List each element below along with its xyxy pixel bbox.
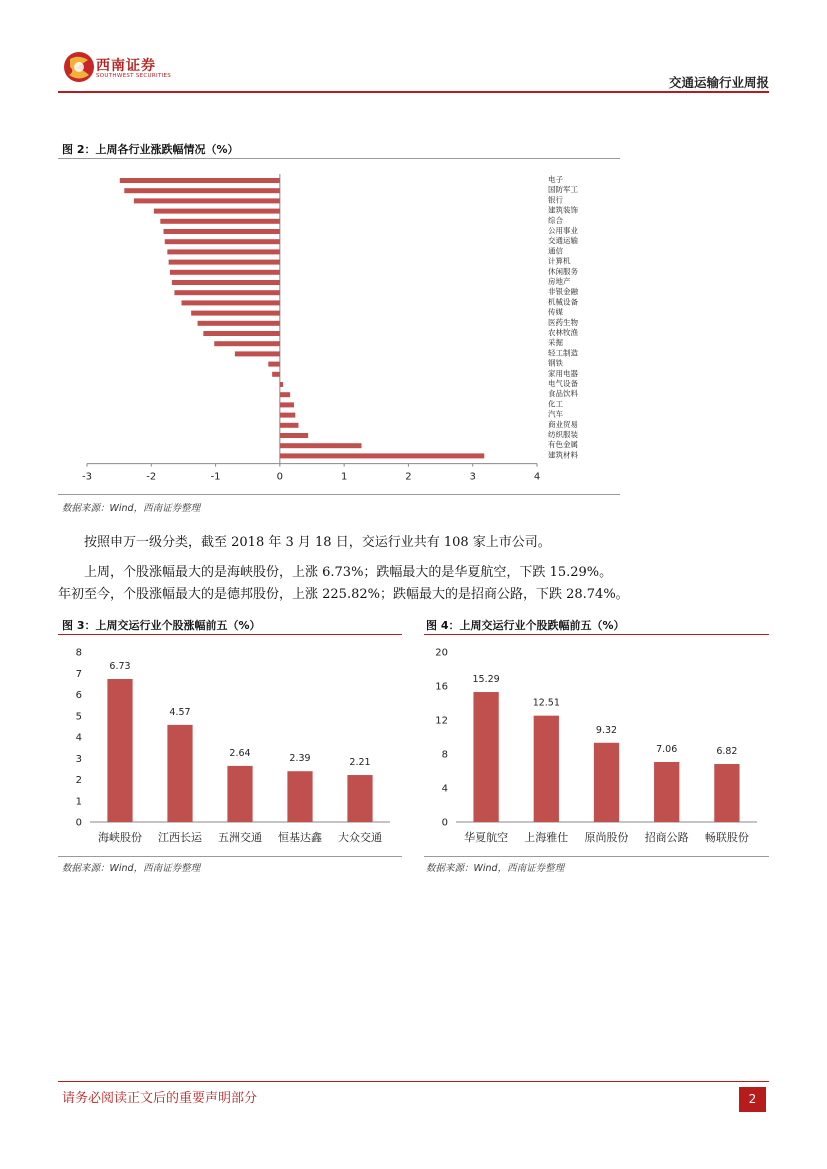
figure3-y-tick-label: 6	[75, 690, 82, 701]
paragraph-2: 上周，个股涨幅最大的是海峡股份，上涨 6.73%；跌幅最大的是华夏航空，下跌 15.29%。	[84, 565, 613, 580]
figure4-category-label: 上海雅仕	[524, 831, 569, 844]
figure2-category-label: 综合	[548, 215, 563, 225]
figure3-y-tick-label: 4	[75, 732, 82, 744]
figure2-bar	[167, 249, 280, 254]
figure2-category-label: 农林牧渔	[548, 328, 578, 337]
figure4-value-label: 7.06	[656, 743, 678, 755]
figure2-bar	[191, 311, 280, 316]
figure2-bar	[174, 290, 279, 295]
figure2-bar	[280, 443, 362, 448]
paragraph-3: 年初至今，个股涨幅最大的是德邦股份，上涨 225.82%；跌幅最大的是招商公路，下跌 28.74%。	[58, 587, 629, 602]
figure2-category-label: 计算机	[548, 256, 571, 266]
figure2-category-label: 建筑材料	[548, 450, 578, 460]
figure2-category-label: 医药生物	[548, 317, 578, 327]
figure3-category-label: 江西长运	[158, 831, 202, 844]
figure2-bar	[280, 402, 294, 407]
figure3-bar	[167, 725, 192, 822]
footer-divider	[58, 1081, 769, 1082]
figure4-y-tick-label: 8	[441, 749, 448, 761]
figure3-bar	[107, 679, 132, 822]
figure3-category-label: 大众交通	[338, 831, 382, 844]
figure2-category-label: 传媒	[548, 307, 563, 317]
logo-english-text: SOUTHWEST SECURITIES	[96, 73, 172, 79]
figure2-x-tick-label: 1	[340, 471, 348, 483]
figure4-bottom-rule	[424, 856, 769, 857]
figure4-category-label: 原尚股份	[584, 831, 629, 844]
figure2-category-label: 通信	[548, 246, 563, 256]
figure2-bar	[235, 351, 280, 356]
figure2-bar	[203, 331, 280, 336]
figure2-category-label: 有色金属	[548, 440, 578, 450]
figure2-bar	[164, 229, 280, 234]
figure4-category-label: 畅联股份	[704, 831, 749, 844]
figure3-top-rule	[58, 634, 402, 635]
figure2-bar	[280, 453, 484, 458]
figure2-bar	[120, 178, 280, 183]
figure2-bar	[272, 372, 280, 377]
figure2-category-label: 非银金融	[548, 287, 578, 297]
figure2-x-tick-label: 0	[276, 471, 284, 483]
figure2-bar	[124, 188, 280, 193]
figure2-category-label: 银行	[548, 195, 563, 205]
figure4-y-tick-label: 12	[435, 715, 448, 727]
figure2-bar	[280, 423, 299, 428]
figure3-value-label: 6.73	[109, 660, 131, 672]
figure2-category-label: 食品饮料	[548, 389, 578, 399]
figure4-top-rule	[424, 634, 769, 635]
figure3-bar	[287, 771, 312, 822]
figure2-bar	[214, 341, 280, 346]
figure2-bar	[154, 209, 280, 214]
figure2-bar	[160, 219, 280, 224]
header-divider	[58, 91, 769, 93]
figure2-source: 数据来源：Wind，西南证券整理	[62, 503, 201, 514]
figure4-y-tick-label: 20	[435, 647, 448, 659]
figure4-chart	[424, 640, 769, 852]
figure3-value-label: 2.21	[349, 757, 371, 769]
figure2-category-label: 化工	[548, 399, 563, 409]
figure2-bar	[134, 198, 280, 203]
paragraph-1: 按照申万一级分类，截至 2018 年 3 月 18 日，交运行业共有 108 家上市公司。	[84, 535, 551, 550]
figure3-bar	[227, 766, 252, 822]
figure3-y-tick-label: 8	[75, 647, 82, 659]
figure2-category-label: 电气设备	[548, 379, 578, 388]
logo-chinese-text: 西南证券	[96, 58, 156, 74]
figure2-bar	[198, 321, 280, 326]
figure4-value-label: 9.32	[595, 724, 618, 736]
figure2-category-label: 房地产	[548, 277, 571, 286]
figure3-chart	[58, 640, 402, 852]
figure3-category-label: 恒基达鑫	[278, 831, 322, 844]
footer-disclaimer: 请务必阅读正文后的重要声明部分	[62, 1091, 258, 1106]
figure2-category-label: 轻工制造	[548, 348, 578, 358]
figure2-bar	[280, 433, 308, 438]
figure2-title: 图 2：上周各行业涨跌幅情况（%）	[62, 143, 239, 156]
figure2-chart	[58, 162, 628, 492]
figure2-category-label: 家用电器	[548, 368, 578, 378]
figure4-y-tick-label: 16	[435, 681, 448, 693]
figure2-bar	[169, 260, 280, 265]
figure2-bottom-rule	[58, 494, 620, 495]
figure2-x-tick-label: 3	[469, 471, 476, 483]
figure4-value-label: 15.29	[472, 674, 500, 686]
figure3-y-tick-label: 2	[75, 775, 82, 786]
figure3-value-label: 2.64	[229, 747, 251, 759]
figure3-y-tick-label: 5	[75, 711, 82, 723]
figure4-bar	[534, 716, 559, 822]
figure2-category-label: 休闲服务	[548, 266, 578, 276]
figure2-category-label: 电子	[548, 175, 563, 184]
figure2-bar	[182, 300, 280, 305]
figure2-top-rule	[58, 158, 620, 159]
figure2-x-tick-label: 4	[533, 471, 541, 483]
page-number: 2	[739, 1087, 766, 1112]
figure4-bar	[654, 762, 679, 822]
figure2-x-tick-label: -2	[146, 471, 157, 483]
figure2-category-label: 交通运输	[548, 236, 578, 246]
figure4-bar	[473, 692, 498, 822]
figure3-bottom-rule	[58, 856, 402, 857]
figure4-value-label: 6.82	[716, 746, 738, 758]
figure3-y-tick-label: 3	[75, 753, 82, 765]
figure2-category-label: 钢铁	[548, 358, 563, 368]
figure4-category-label: 招商公路	[644, 831, 689, 844]
figure2-bar	[280, 392, 290, 397]
figure3-y-tick-label: 0	[75, 817, 82, 829]
figure2-category-label: 公用事业	[548, 226, 578, 235]
figure2-category-label: 汽车	[548, 409, 563, 419]
figure4-bar	[594, 743, 619, 822]
figure2-bar	[268, 362, 280, 367]
figure2-category-label: 采掘	[548, 338, 563, 348]
figure2-category-label: 纺织服装	[548, 430, 578, 439]
figure4-source: 数据来源：Wind，西南证券整理	[426, 863, 565, 874]
figure2-x-tick-label: -3	[82, 471, 92, 483]
figure2-category-label: 商业贸易	[548, 419, 578, 429]
figure2-category-label: 机械设备	[548, 297, 578, 307]
figure4-value-label: 12.51	[532, 697, 560, 709]
figure4-y-tick-label: 0	[441, 817, 448, 829]
figure2-x-tick-label: -1	[210, 471, 221, 483]
figure2-x-tick-label: 2	[405, 471, 412, 483]
figure2-bar	[172, 280, 280, 285]
figure4-y-tick-label: 4	[441, 783, 448, 795]
figure4-bar	[714, 764, 739, 822]
figure2-bar	[280, 382, 283, 387]
figure2-bar	[170, 270, 280, 275]
report-title: 交通运输行业周报	[668, 75, 769, 90]
figure2-bar	[280, 413, 295, 418]
figure2-category-label: 国防军工	[548, 185, 578, 195]
figure3-bar	[347, 775, 372, 822]
figure2-category-label: 建筑装饰	[548, 205, 578, 215]
figure3-source: 数据来源：Wind，西南证券整理	[62, 863, 201, 874]
figure2-bar	[165, 239, 280, 244]
figure3-y-tick-label: 7	[75, 668, 82, 680]
figure3-y-tick-label: 1	[75, 796, 82, 808]
figure3-category-label: 海峡股份	[98, 831, 142, 844]
figure3-title: 图 3：上周交运行业个股涨幅前五（%）	[62, 619, 261, 632]
figure4-category-label: 华夏航空	[464, 831, 509, 844]
figure4-title: 图 4：上周交运行业个股跌幅前五（%）	[426, 619, 625, 632]
figure3-value-label: 2.39	[289, 753, 311, 765]
figure3-category-label: 五洲交通	[218, 831, 262, 844]
figure3-value-label: 4.57	[169, 706, 191, 718]
